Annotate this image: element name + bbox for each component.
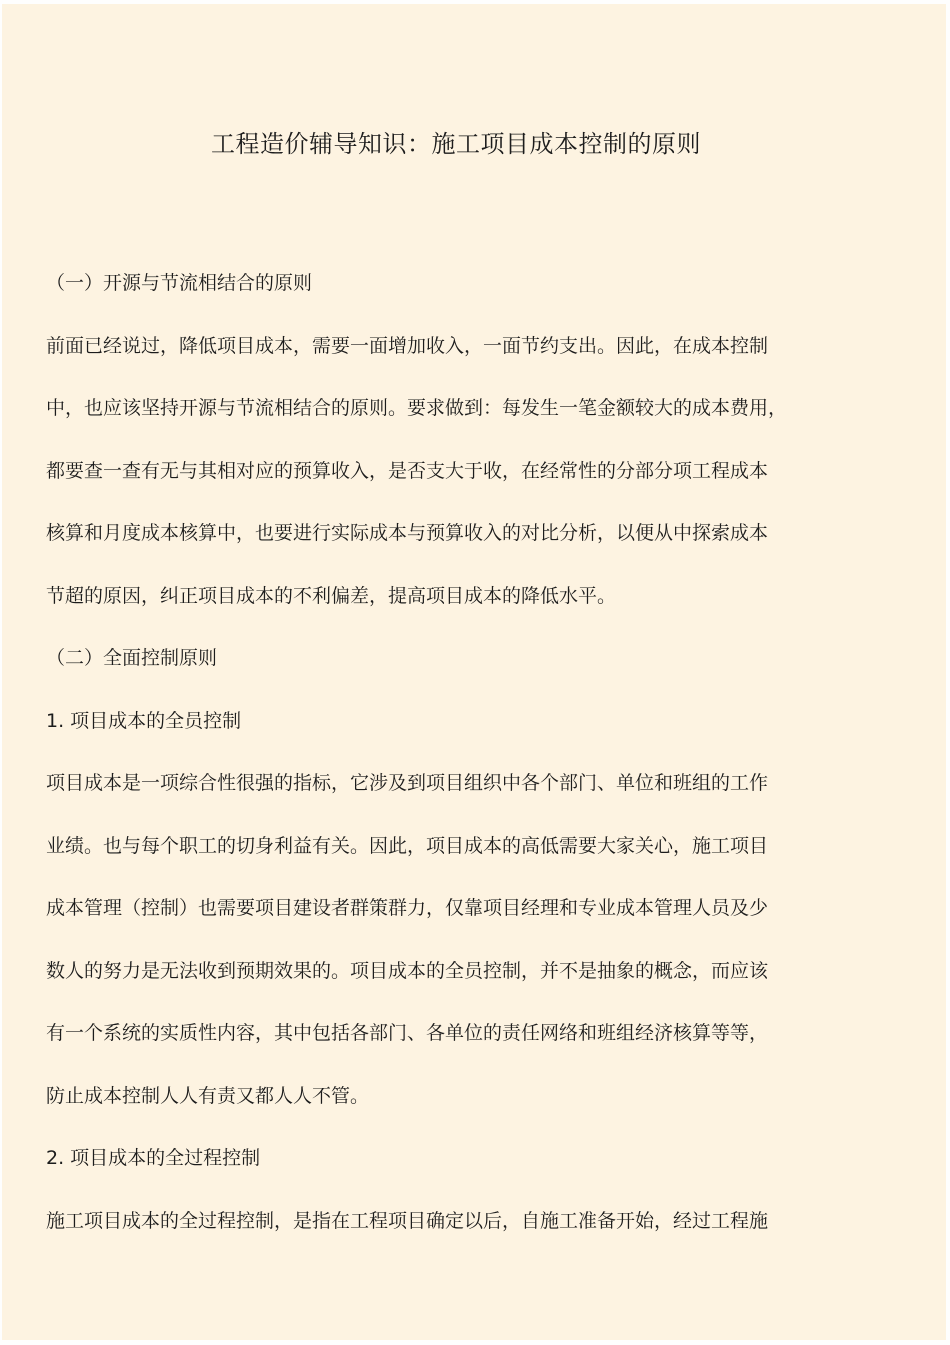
paragraph-line: 业绩。也与每个职工的切身利益有关。因此，项目成本的高低需要大家关心，施工项目 — [46, 834, 769, 857]
paragraph-line: 施工项目成本的全过程控制，是指在工程项目确定以后，自施工准备开始，经过工程施 — [46, 1209, 769, 1232]
paragraph-line: 中，也应该坚持开源与节流相结合的原则。要求做到：每发生一笔金额较大的成本费用， — [46, 397, 788, 419]
paragraph-line: 数人的努力是无法收到预期效果的。项目成本的全员控制，并不是抽象的概念，而应该 — [46, 959, 769, 982]
subsection-heading-2: 2. 项目成本的全过程控制 — [46, 1147, 261, 1169]
paragraph-line: 前面已经说过，降低项目成本，需要一面增加收入，一面节约支出。因此，在成本控制 — [46, 334, 769, 357]
subsection-heading-1: 1. 项目成本的全员控制 — [46, 709, 242, 732]
paragraph-line: 防止成本控制人人有责又都人人不管。 — [46, 1084, 370, 1107]
section-heading-2: （二）全面控制原则 — [46, 647, 218, 669]
paragraph-line: 都要查一查有无与其相对应的预算收入，是否支大于收，在经常性的分部分项工程成本 — [46, 459, 769, 482]
paragraph-line: 核算和月度成本核算中，也要进行实际成本与预算收入的对比分析，以便从中探索成本 — [46, 522, 769, 544]
paragraph-line: 成本管理（控制）也需要项目建设者群策群力，仅靠项目经理和专业成本管理人员及少 — [46, 897, 769, 919]
document-page — [2, 4, 946, 1340]
paragraph-line: 节超的原因，纠正项目成本的不利偏差，提高项目成本的降低水平。 — [46, 584, 617, 607]
paragraph-line: 有一个系统的实质性内容，其中包括各部门、各单位的责任网络和班组经济核算等等， — [46, 1022, 769, 1044]
paragraph-line: 项目成本是一项综合性很强的指标，它涉及到项目组织中各个部门、单位和班组的工作 — [46, 772, 769, 794]
section-heading-1: （一）开源与节流相结合的原则 — [46, 272, 313, 294]
document-title: 工程造价辅导知识：施工项目成本控制的原则 — [211, 130, 701, 158]
document-body — [46, 252, 866, 1252]
